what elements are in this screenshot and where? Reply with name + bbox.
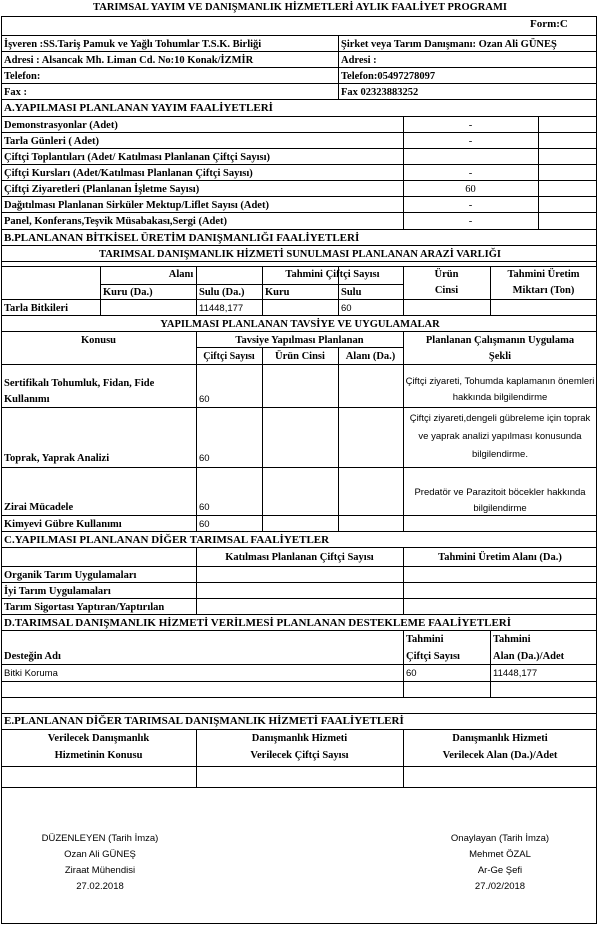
section-a-label: Çiftçi Ziyaretleri (Planlanan İşletme Sayısı) [4, 184, 200, 195]
tavsiye-title: YAPILMASI PLANLANAN TAVSİYE VE UYGULAMALAR [160, 319, 440, 330]
signature-title: Ziraat Mühendisi [64, 865, 136, 876]
header-alan: Alan (Da.)/Adet [493, 651, 565, 662]
header-tahmini-uretim-alani: Tahmini Üretim Alanı (Da.) [438, 552, 562, 563]
header-tahmini-uretim-2: Miktarı (Ton) [512, 285, 575, 296]
tavsiye-label: Kimyevi Gübre Kullanımı [4, 519, 122, 530]
header-e2: Danışmanlık Hizmeti [251, 733, 348, 744]
header-alani-da: Alanı (Da.) [345, 351, 396, 362]
adres-right-field: Adresi : [341, 55, 377, 66]
header-e3-2: Verilecek Alan (Da.)/Adet [442, 750, 558, 761]
section-a-value: 60 [465, 184, 476, 195]
header-urun-cinsi-sub: Ürün Cinsi [275, 351, 325, 362]
section-a-value: - [468, 120, 473, 131]
header-destek: Desteğin Adı [4, 651, 61, 662]
header-ciftci-sayisi: Çiftçi Sayısı [203, 351, 255, 362]
section-a-label: Demonstrasyonlar (Adet) [4, 120, 118, 131]
signature-date: 27.02.2018 [76, 881, 124, 892]
tavsiye-label: Sertifikalı Tohumluk, Fidan, Fide [4, 378, 155, 389]
section-d-title: D.TARIMSAL DANIŞMANLIK HİZMETİ VERİLMESİ PLANLANAN DESTEKLEME FAALİYETLERİ [4, 617, 512, 629]
telefon-right-field: Telefon:05497278097 [341, 71, 436, 82]
tavsiye-plan: Çiftçi ziyareti, Tohumda kaplamanın önemleri hakkında bilgilendirme [405, 376, 595, 403]
section-a-label: Panel, Konferans,Teşvik Müsabakası,Sergi (Adet) [4, 216, 228, 227]
header-alani: Alanı [168, 269, 194, 280]
header-konusu: Konusu [80, 335, 117, 346]
fax-right-field: Fax 02323883252 [341, 87, 419, 98]
cell-sulu-da: 11448,177 [199, 303, 244, 314]
header-e2-2: Verilecek Çiftçi Sayısı [250, 750, 349, 761]
header-e3: Danışmanlık Hizmeti [452, 733, 548, 744]
section-a-value: - [468, 216, 473, 227]
row-bitki-koruma: Bitki Koruma [4, 668, 58, 679]
section-a-label: Tarla Günleri ( Adet) [4, 136, 99, 147]
cell-d-alan: 11448,177 [493, 668, 538, 679]
section-a-value: - [468, 136, 473, 147]
section-a-label: Çiftçi Toplantıları (Adet/ Katılması Planlanan Çiftçi Sayısı) [4, 152, 271, 163]
section-a-label: Çiftçi Kursları (Adet/Katılması Planlanan Çiftçi Sayısı) [4, 168, 253, 179]
adres-left-field: Adresi : Alsancak Mh. Liman Cd. No:10 Konak/İZMİR [4, 55, 254, 66]
tavsiye-label-2: Kullanımı [4, 394, 50, 405]
form-code: Form:C [530, 18, 568, 30]
tavsiye-label: Zirai Mücadele [4, 502, 74, 513]
tavsiye-label: Toprak, Yaprak Analizi [4, 453, 110, 464]
cell-d-ciftci: 60 [406, 668, 417, 679]
section-a-value: - [468, 168, 473, 179]
tavsiye-ciftci: 60 [199, 453, 210, 464]
page-title: TARIMSAL YAYIM VE DANIŞMANLIK HİZMETLERİ AYLIK FAALİYET PROGRAMI [93, 2, 507, 13]
header-sulu: Sulu [341, 287, 362, 298]
header-tahmini-ciftci: Tahmini Çiftçi Sayısı [285, 269, 380, 280]
signature-role: Onaylayan (Tarih İmza) [450, 833, 550, 844]
section-a-title: A.YAPILMASI PLANLANAN YAYIM FAALİYETLERİ [4, 102, 273, 114]
signature-role: DÜZENLEYEN (Tarih İmza) [41, 833, 159, 844]
signature-date: 27./02/2018 [474, 881, 526, 892]
header-tavsiye: Tavsiye Yapılması Planlanan [235, 335, 364, 346]
row-tarla-bitkileri: Tarla Bitkileri [4, 303, 69, 314]
header-ciftci-sayisi-d: Çiftçi Sayısı [406, 651, 460, 662]
section-a-label: Dağıtılması Planlanan Sirküler Mektup/Liflet Sayısı (Adet) [4, 200, 269, 211]
header-urun-cinsi: Ürün [434, 269, 459, 280]
header-e1: Verilecek Danışmanlık [47, 733, 150, 744]
signature-name: Ozan Ali GÜNEŞ [64, 849, 136, 860]
header-planlanan-2: Şekli [488, 351, 512, 362]
header-planlanan: Planlanan Çalışmanın Uygulama [425, 335, 575, 346]
header-kuru-da: Kuru (Da.) [103, 287, 153, 298]
header-e1-2: Hizmetinin Konusu [54, 750, 143, 761]
section-e-title: E.PLANLANAN DİĞER TARIMSAL DANIŞMANLIK HİZMETİ FAALİYETLERİ [4, 715, 404, 727]
sirket-field: Şirket veya Tarım Danışmanı: Ozan Ali GÜNEŞ [341, 39, 557, 50]
header-kuru: Kuru [265, 287, 290, 298]
section-b-title: B.PLANLANAN BİTKİSEL ÜRETİM DANIŞMANLIĞI FAALİYETLERİ [4, 232, 360, 244]
isveren-field: İşveren :SS.Tariş Pamuk ve Yağlı Tohumlar T.S.K. Birliği [4, 39, 262, 50]
header-katilmasi: Katılması Planlanan Çiftçi Sayısı [225, 552, 374, 563]
tavsiye-plan: Çiftçi ziyareti,dengeli gübreleme için toprak ve yaprak analizi yapılması konusunda bilgilendirme. [409, 413, 591, 460]
tavsiye-ciftci: 60 [199, 519, 210, 530]
telefon-left-field: Telefon: [4, 71, 41, 82]
header-tahmini-2: Tahmini [493, 634, 531, 645]
signature-name: Mehmet ÖZAL [469, 849, 531, 860]
signature-title: Ar-Ge Şefi [477, 865, 523, 876]
tavsiye-ciftci: 60 [199, 394, 210, 405]
section-c-title: C.YAPILMASI PLANLANAN DİĞER TARIMSAL FAALİYETLER [4, 534, 330, 546]
section-c-row: Organik Tarım Uygulamaları [4, 570, 137, 581]
section-c-row: Tarım Sigortası Yaptıran/Yaptırılan [4, 602, 165, 613]
section-b-subtitle: TARIMSAL DANIŞMANLIK HİZMETİ SUNULMASI PLANLANAN ARAZİ VARLIĞI [99, 249, 501, 260]
header-sulu-da: Sulu (Da.) [199, 287, 245, 298]
section-c-row: İyi Tarım Uygulamaları [4, 586, 111, 597]
fax-left-field: Fax : [4, 87, 28, 98]
tavsiye-ciftci: 60 [199, 502, 210, 513]
header-tahmini: Tahmini [406, 634, 444, 645]
section-a-value: - [468, 200, 473, 211]
header-tahmini-uretim: Tahmini Üretim [507, 269, 580, 280]
header-urun-cinsi-2: Cinsi [434, 285, 459, 296]
cell-sulu: 60 [341, 303, 352, 314]
tavsiye-plan: Predatör ve Parazitoit böcekler hakkında bilgilendirme [414, 487, 586, 514]
